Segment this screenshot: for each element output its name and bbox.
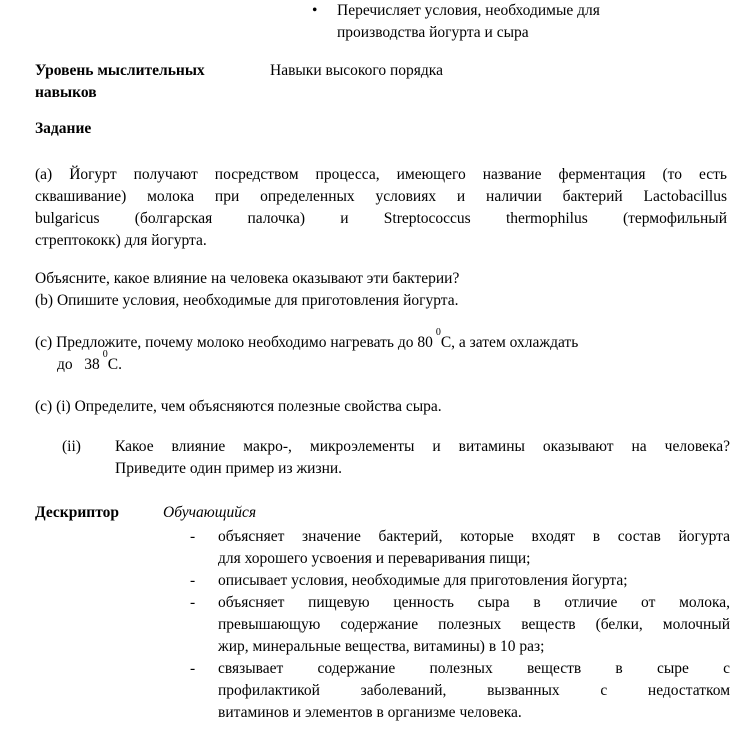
descriptor-item — [163, 592, 730, 658]
descriptor-item4-line3: витаминов и элементов в организме человека. — [218, 704, 522, 721]
descriptor-item4-line1: связывает содержание полезных веществ в сыре с — [218, 660, 730, 677]
descriptor-item — [163, 570, 730, 592]
task-a-line-4: стрептококк) для йогурта. — [35, 232, 207, 249]
task-c-line-2 — [35, 348, 727, 376]
task-a-line-1: (a) Йогурт получают посредством процесса, имеющего название ферментация (то есть — [35, 166, 727, 183]
task-c-ii-marker: (ii) — [62, 438, 81, 455]
descriptor-item1-line2: для хорошего усвоения и переваривания пищи; — [218, 550, 531, 567]
bacteria-question: Объясните, какое влияние на человека оказывают эти бактерии? — [35, 270, 460, 287]
task-part-c — [35, 326, 727, 376]
degree-superscript: 0 — [435, 326, 441, 338]
descriptor-item3-line2: превышающую содержание полезных веществ (белки, молочный — [218, 616, 730, 633]
dash-marker: - — [190, 528, 196, 545]
descriptor-item4-line2: профилактикой заболеваний, вызванных с недостатком — [218, 682, 730, 699]
task-c-ii-text — [115, 436, 730, 480]
descriptor-item-text — [218, 526, 730, 570]
task-a-line-2: сквашивание) молока при определенных условиях и наличии бактерий Lactobacillus — [35, 188, 727, 205]
task-part-c-i: (c) (i) Определите, чем объясняются полезные свойства сыра. — [35, 398, 442, 415]
task-part-c-ii — [35, 436, 730, 480]
dash-marker: - — [190, 594, 196, 611]
descriptor-item3-line1: объясняет пищевую ценность сыра в отличие от молока, — [218, 594, 730, 611]
task-c-line-1 — [35, 326, 727, 354]
task-c-line2-post: С. — [107, 356, 122, 373]
task-c-line1-post: С, а затем охлаждать — [440, 334, 579, 351]
objective-line-2: производства йогурта и сыра — [337, 24, 529, 41]
task-heading: Задание — [35, 120, 92, 137]
task-c-line1-pre: (c) Предложите, почему молоко необходимо нагревать до 80 — [35, 334, 433, 351]
task-a-line-3: bulgaricus (болгарская палочка) и Streptococcus thermophilus (термофильный — [35, 210, 727, 227]
descriptor-item3-line3: жир, минеральные вещества, витамины) в 10 раз; — [218, 638, 545, 655]
descriptor-label: Дескриптор — [35, 504, 119, 521]
task-question-block — [35, 268, 727, 312]
descriptor-item — [163, 658, 730, 724]
descriptor-item-text — [218, 658, 730, 724]
degree-superscript: 0 — [102, 348, 108, 360]
descriptor-item-text — [218, 592, 730, 658]
objective-bullet-item — [312, 0, 727, 44]
descriptor-item2-line1: описывает условия, необходимые для приготовления йогурта; — [218, 572, 628, 589]
descriptor-content — [163, 502, 730, 724]
descriptor-list — [163, 526, 730, 724]
task-c-ii-line-1: Какое влияние макро-, микроэлементы и витамины оказывают на человека? — [115, 438, 730, 455]
task-part-a — [35, 164, 727, 252]
objective-text — [337, 0, 600, 44]
descriptor-item-text — [218, 570, 730, 592]
dash-marker: - — [190, 660, 196, 677]
descriptor-section — [35, 502, 730, 724]
thinking-level-row — [35, 60, 727, 104]
descriptor-subject: Обучающийся — [163, 504, 257, 521]
descriptor-item — [163, 526, 730, 570]
task-c-line2-pre: до 38 — [57, 356, 100, 373]
task-c-ii-line-2: Приведите один пример из жизни. — [115, 460, 343, 477]
bullet-icon: • — [312, 2, 318, 19]
task-part-b: (b) Опишите условия, необходимые для приготовления йогурта. — [35, 292, 459, 309]
dash-marker: - — [190, 572, 196, 589]
descriptor-item1-line1: объясняет значение бактерий, которые входят в состав йогурта — [218, 528, 730, 545]
thinking-level-label: Уровень мыслительных навыков — [35, 62, 205, 101]
objective-line-1: Перечисляет условия, необходимые для — [337, 2, 600, 19]
thinking-level-value: Навыки высокого порядка — [270, 62, 443, 79]
